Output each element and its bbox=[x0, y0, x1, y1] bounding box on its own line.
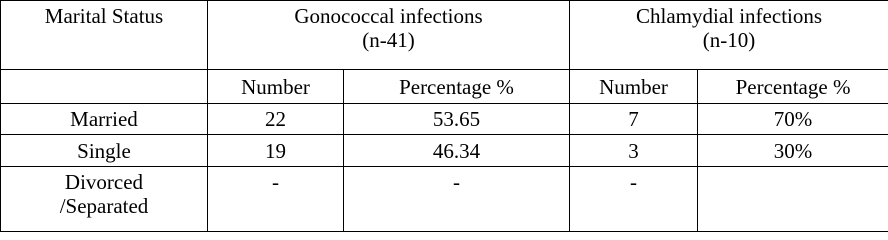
gonococcal-title: Gonococcal infections bbox=[294, 4, 483, 28]
header-marital-status: Marital Status bbox=[1, 1, 208, 70]
row-divorced-gono-percentage: - bbox=[344, 166, 570, 231]
row-single-chlam-number: 3 bbox=[570, 135, 698, 166]
row-single-chlam-percentage: 30% bbox=[698, 135, 888, 166]
row-married-gono-percentage: 53.65 bbox=[344, 104, 570, 135]
subheader-gono-percentage: Percentage % bbox=[344, 70, 570, 104]
subheader-chlam-number: Number bbox=[570, 70, 698, 104]
row-divorced-gono-number: - bbox=[208, 166, 344, 231]
row-single-gono-percentage: 46.34 bbox=[344, 135, 570, 166]
subheader-gono-number: Number bbox=[208, 70, 344, 104]
table-row bbox=[1, 104, 888, 135]
header-chlamydial bbox=[570, 1, 888, 70]
row-divorced-status: Divorced /Separated bbox=[1, 166, 208, 231]
chlamydial-n: (n-10) bbox=[702, 28, 756, 52]
gonococcal-n: (n-41) bbox=[362, 28, 415, 52]
subheader-chlam-percentage: Percentage % bbox=[698, 70, 888, 104]
table-row bbox=[1, 135, 888, 166]
table-row bbox=[1, 166, 888, 231]
subheader-blank bbox=[1, 70, 208, 104]
header-gonococcal bbox=[208, 1, 570, 70]
row-divorced-chlam-percentage bbox=[698, 166, 888, 231]
row-single-status: Single bbox=[1, 135, 208, 166]
subheader-row bbox=[1, 70, 888, 104]
row-married-chlam-number: 7 bbox=[570, 104, 698, 135]
row-divorced-chlam-number: - bbox=[570, 166, 698, 231]
header-row bbox=[1, 1, 888, 70]
chlamydial-title: Chlamydial infections bbox=[635, 4, 823, 28]
row-married-chlam-percentage: 70% bbox=[698, 104, 888, 135]
row-married-status: Married bbox=[1, 104, 208, 135]
row-married-gono-number: 22 bbox=[208, 104, 344, 135]
row-single-gono-number: 19 bbox=[208, 135, 344, 166]
